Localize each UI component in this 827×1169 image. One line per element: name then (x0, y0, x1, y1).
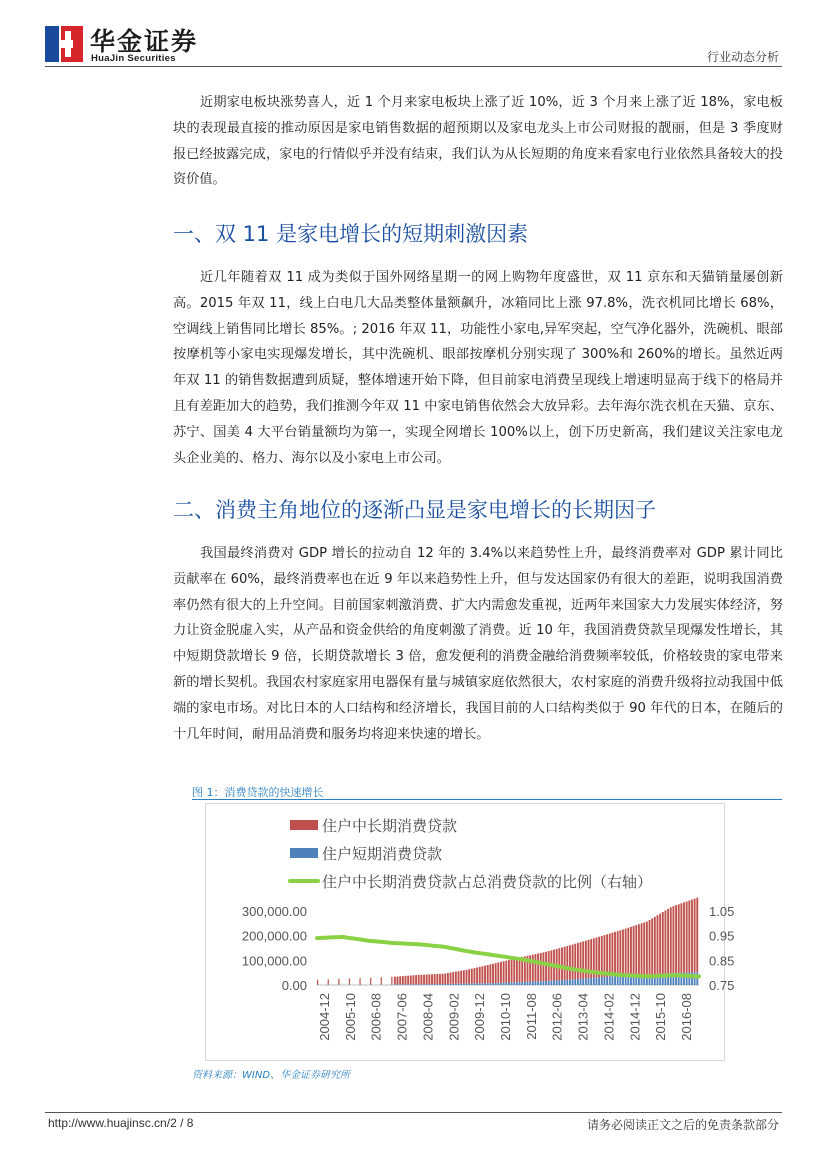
bar-short-term (561, 980, 563, 985)
bar-long-term (479, 967, 481, 983)
footer-divider (45, 1112, 782, 1113)
bar-long-term (617, 931, 619, 976)
bar-short-term (370, 984, 371, 985)
section-1-paragraph: 近几年随着双 11 成为类似于国外网络星期一的网上购物年度盛世，双 11 京东和天猫销量屡创新高。2015 年双 11，线上白电几大品类整体量额飙升，冰箱同比上涨 97.8%，洗衣机同比增长 68%，空调线上销售同比增长 85%。; 2016 年双 11，功能性小家电,异军突起，空气净化器外，洗碗机、眼部按摩机等小家电实现爆发增长，其中洗碗机、眼部按摩机分别实现了 300%和 260%的增长。虽然近两年双 11 的销售数据遭到质疑，整体增速开始下降，但目前家电消费呈现线上增速明显高于线下的格局并且有差距加大的趋势，我们推测今年双 11 中家电销售依然会大放异彩。去年海尔洗衣机在天猫、京东、苏宁、国美 4 大平台销量额均为第一，实现全网增长 100%以上，创下历史新高，我们建议关注家电龙头企业美的、格力、海尔以及小家电上市公司。 (173, 270, 783, 466)
bar-short-term (317, 985, 318, 986)
bar-short-term (609, 977, 611, 985)
bar-short-term (556, 980, 558, 985)
bar-long-term (370, 978, 371, 985)
bar-short-term (580, 979, 582, 985)
bar-long-term (532, 955, 534, 982)
bar-long-term (625, 929, 627, 976)
bar-short-term (442, 984, 444, 985)
bar-short-term (611, 976, 613, 985)
x-tick-label: 2011-08 (523, 993, 539, 1040)
bar-short-term (450, 984, 452, 985)
bar-long-term (426, 975, 428, 985)
bar-short-term (410, 984, 412, 985)
bar-long-term (410, 975, 412, 984)
x-tick-label: 2008-04 (420, 993, 436, 1041)
bar-short-term (402, 984, 404, 985)
bar-short-term (537, 981, 539, 985)
bar-short-term (463, 984, 465, 985)
bar-long-term (630, 927, 632, 975)
bar-short-term (489, 983, 491, 985)
bar-long-term (508, 960, 510, 982)
bar-long-term (359, 978, 360, 984)
bar-long-term (537, 954, 539, 982)
bar-short-term (439, 984, 441, 985)
x-tick-label: 2015-10 (653, 993, 669, 1041)
bar-short-term (444, 984, 446, 985)
bar-long-term (439, 974, 441, 984)
bar-long-term (349, 978, 350, 984)
bar-long-term (619, 930, 621, 975)
y-right-tick-label: 1.05 (709, 904, 735, 919)
bar-short-term (617, 976, 619, 985)
bar-short-term (535, 981, 537, 985)
bar-long-term (582, 941, 584, 978)
bar-short-term (434, 984, 436, 985)
bar-long-term (519, 958, 521, 983)
bar-long-term (659, 914, 661, 974)
bar-long-term (542, 952, 544, 981)
bar-short-term (500, 983, 502, 985)
bar-long-term (405, 976, 407, 984)
consumer-loan-chart (205, 803, 735, 1061)
bar-long-term (609, 934, 611, 977)
bar-long-term (680, 903, 682, 973)
bar-long-term (500, 962, 502, 983)
bar-short-term (476, 983, 478, 985)
bar-long-term (569, 945, 571, 979)
bar-short-term (455, 984, 457, 985)
bar-short-term (328, 985, 329, 986)
bar-long-term (646, 922, 648, 975)
x-tick-label: 2004-12 (317, 993, 332, 1041)
x-tick-label: 2010-10 (498, 993, 513, 1041)
bar-long-term (561, 947, 563, 980)
bar-short-term (519, 982, 521, 985)
bar-long-term (407, 976, 409, 985)
bar-short-term (431, 984, 433, 985)
bar-short-term (428, 984, 430, 985)
bar-long-term (391, 977, 392, 985)
x-tick-label: 2009-02 (446, 993, 462, 1041)
bar-long-term (688, 900, 690, 972)
y-left-tick-label: 200,000.00 (241, 928, 307, 944)
x-tick-label: 2013-04 (575, 993, 591, 1041)
bar-short-term (564, 980, 566, 985)
bar-short-term (513, 982, 515, 985)
bar-long-term (420, 975, 422, 984)
bar-long-term (487, 965, 489, 983)
bar-short-term (545, 981, 547, 985)
x-tick-label: 2006-08 (368, 993, 384, 1041)
bar-short-term (426, 984, 428, 985)
bar-long-term (670, 907, 672, 973)
bar-short-term (481, 983, 483, 985)
bar-short-term (532, 982, 534, 985)
figure-source: 资料来源：WIND、华金证券研究所 (192, 1070, 351, 1081)
bar-short-term (548, 981, 550, 985)
bar-long-term (672, 906, 674, 973)
bar-short-term (484, 983, 486, 985)
bar-long-term (481, 966, 483, 983)
bar-long-term (418, 975, 420, 984)
bar-long-term (452, 972, 454, 984)
bar-long-term (328, 979, 329, 984)
bar-short-term (466, 984, 468, 985)
bar-long-term (381, 977, 382, 984)
bar-long-term (503, 961, 505, 982)
bar-long-term (611, 933, 613, 977)
bar-short-term (423, 984, 425, 985)
footer-url[interactable]: http://www.huajinsc.cn/ (48, 1116, 171, 1130)
bar-long-term (489, 964, 491, 983)
bar-long-term (458, 971, 460, 984)
bar-short-term (593, 978, 595, 985)
bar-long-term (468, 969, 470, 983)
bar-short-term (572, 979, 574, 985)
bar-long-term (463, 970, 465, 983)
bar-long-term (540, 953, 542, 981)
bar-long-term (450, 973, 452, 984)
bar-short-term (359, 985, 360, 986)
legend-label-2: 住户中长期消费贷款占总消费贷款的比例（右轴） (322, 873, 653, 891)
bar-long-term (423, 975, 425, 985)
bar-long-term (397, 976, 399, 984)
bar-long-term (627, 928, 629, 976)
bar-long-term (577, 943, 579, 979)
bar-long-term (694, 899, 696, 973)
bar-short-term (391, 984, 392, 985)
bar-long-term (662, 912, 664, 974)
bar-long-term (638, 924, 640, 975)
bar-long-term (497, 963, 499, 983)
bar-short-term (606, 977, 608, 985)
bar-short-term (497, 983, 499, 985)
bar-short-term (614, 976, 616, 985)
bar-long-term (696, 898, 698, 972)
x-tick-label: 2012-06 (549, 993, 565, 1041)
y-left-tick-label: 0.00 (281, 978, 307, 993)
bar-long-term (683, 902, 685, 972)
bar-long-term (572, 945, 574, 980)
bar-short-term (598, 977, 600, 985)
bar-short-term (590, 978, 592, 985)
bar-long-term (428, 974, 430, 984)
figure-title: 图 1：消费贷款的快速增长 (192, 786, 324, 799)
legend-label-1: 住户短期消费贷款 (322, 845, 443, 863)
footer-disclaimer: 请务必阅读正文之后的免责条款部分 (586, 1118, 779, 1132)
bar-short-term (601, 977, 603, 985)
bar-short-term (505, 983, 507, 985)
bar-long-term (601, 936, 603, 977)
bar-long-term (558, 948, 560, 980)
bar-long-term (492, 964, 494, 983)
bar-long-term (436, 974, 438, 984)
bar-short-term (596, 978, 598, 985)
bar-long-term (402, 976, 404, 984)
bar-short-term (577, 979, 579, 985)
bar-short-term (460, 984, 462, 985)
bar-short-term (381, 984, 382, 985)
bar-short-term (436, 984, 438, 985)
brand-name-cn: 华金证券 (90, 27, 199, 56)
bar-long-term (633, 926, 635, 975)
bar-short-term (397, 984, 399, 985)
y-left-tick-label: 300,000.00 (241, 904, 307, 919)
legend-swatch-1 (290, 848, 318, 858)
bar-short-term (553, 981, 555, 985)
bar-long-term (511, 959, 513, 982)
bar-long-term (643, 922, 645, 974)
bar-short-term (447, 984, 449, 985)
bar-long-term (675, 905, 677, 973)
header-divider (45, 66, 782, 67)
bar-short-term (521, 982, 523, 985)
bar-long-term (654, 917, 656, 974)
bar-short-term (550, 981, 552, 985)
bar-short-term (349, 985, 350, 986)
bar-long-term (505, 961, 507, 983)
bar-long-term (434, 974, 436, 984)
bar-short-term (338, 985, 339, 986)
bar-long-term (580, 942, 582, 979)
bar-short-term (511, 982, 513, 985)
bar-short-term (524, 982, 526, 985)
bar-long-term (399, 976, 401, 984)
bar-long-term (484, 966, 486, 984)
bar-long-term (641, 923, 643, 975)
bar-short-term (418, 984, 420, 985)
footer-url-page (48, 1116, 193, 1130)
bar-long-term (471, 969, 473, 984)
bar-short-term (458, 984, 460, 985)
bar-short-term (582, 979, 584, 985)
bar-long-term (413, 975, 415, 984)
bar-short-term (696, 972, 698, 985)
y-right-tick-label: 0.85 (709, 953, 735, 969)
bar-short-term (516, 982, 518, 985)
bar-short-term (574, 979, 576, 985)
bar-long-term (649, 920, 651, 975)
section-2-paragraph: 我国最终消费对 GDP 增长的拉动自 12 年的 3.4%以来趋势性上升，最终消费率对 GDP 累计同比贡献率在 60%，最终消费率也在近 9 年以来趋势性上升，但与发达国家仍有很大的差距，说明我国消费率仍然有很大的上升空间。目前国家刺激消费、扩大内需愈发重视，近两年来国家大力发展实体经济，努力让资金脱虚入实，从产品和资金供给的角度刺激了消费。近 10 年，我国消费贷款呈现爆发性增长，其中短期贷款增长 9 倍，长期贷款增长 3 倍，愈发便利的消费金融给消费频率较低，价格较贵的家电带来新的增长契机。我国农村家庭家用电器保有量与城镇家庭依然很大，农村家庭的消费升级将拉动我国中低端的家电市场。对比日本的人口结构和经济增长，我国目前的人口结构类似于 90 年代的日本，在随后的十几年时间，耐用品消费和服务均将迎来快速的增长。 (173, 546, 783, 742)
bar-short-term (604, 977, 606, 985)
figure-divider (192, 799, 782, 800)
legend-swatch-0 (290, 820, 318, 830)
bar-short-term (407, 984, 409, 985)
bar-long-term (460, 971, 462, 984)
bar-short-term (569, 980, 571, 985)
brand-name-en: HuaJin Securities (91, 53, 176, 64)
legend-label-0: 住户中长期消费贷款 (322, 817, 458, 835)
bar-short-term (420, 984, 422, 985)
bar-long-term (466, 970, 468, 984)
bar-short-term (415, 984, 417, 985)
bar-short-term (394, 984, 396, 985)
bar-long-term (635, 925, 637, 975)
bar-long-term (564, 947, 566, 980)
bar-long-term (394, 977, 396, 985)
bar-long-term (415, 975, 417, 984)
bar-short-term (405, 984, 407, 985)
bar-short-term (399, 984, 401, 985)
bar-long-term (566, 946, 568, 980)
bar-short-term (474, 983, 476, 985)
bar-long-term (447, 973, 449, 984)
bar-long-term (614, 932, 616, 976)
bar-short-term (588, 978, 590, 985)
bar-long-term (606, 934, 608, 976)
bar-long-term (535, 954, 537, 981)
bar-long-term (476, 967, 478, 983)
bar-short-term (492, 983, 494, 985)
bar-long-term (442, 974, 444, 984)
bar-long-term (474, 968, 476, 983)
bar-short-term (566, 980, 568, 985)
bar-long-term (444, 974, 446, 985)
x-tick-label: 2007-06 (394, 993, 410, 1041)
bar-short-term (558, 980, 560, 985)
bar-long-term (665, 910, 667, 973)
bar-short-term (413, 984, 415, 985)
bar-short-term (487, 983, 489, 985)
bar-long-term (513, 959, 515, 982)
intro-paragraph: 近期家电板块涨势喜人，近 1 个月来家电板块上涨了近 10%，近 3 个月来上涨了近 18%，家电板块的表现最直接的推动原因是家电销售数据的超预期以及家电龙头上市公司财报的靓丽，但是 3 季度财报已经披露完成，家电的行情似乎并没有结束，我们认为从长短期的角度来看家电行业依然具备较大的投资价值。 (173, 95, 783, 188)
bar-long-term (657, 915, 659, 974)
bar-long-term (431, 974, 433, 984)
y-right-tick-label: 0.95 (709, 928, 735, 944)
bar-long-term (574, 944, 576, 979)
bar-short-term (508, 982, 510, 985)
report-type-label: 行业动态分析 (706, 50, 779, 64)
huajin-logo-icon (45, 26, 83, 62)
bar-long-term (667, 909, 669, 974)
bar-long-term (495, 963, 497, 983)
x-tick-label: 2016-08 (679, 993, 694, 1041)
bar-short-term (542, 981, 544, 985)
y-left-tick-label: 100,000.00 (241, 953, 307, 969)
bar-long-term (516, 958, 518, 982)
bar-long-term (455, 972, 457, 984)
bar-short-term (585, 978, 587, 985)
bar-long-term (604, 935, 606, 977)
bar-long-term (691, 900, 693, 973)
x-tick-label: 2014-02 (601, 993, 617, 1041)
x-tick-label: 2005-10 (342, 993, 358, 1041)
bar-long-term (686, 901, 688, 972)
bar-long-term (622, 929, 624, 975)
x-tick-label: 2009-12 (472, 993, 488, 1041)
bar-short-term (540, 981, 542, 985)
bar-short-term (495, 983, 497, 985)
x-tick-label: 2014-12 (627, 993, 643, 1041)
y-right-tick-label: 0.75 (709, 978, 735, 993)
bar-short-term (471, 983, 473, 985)
bar-long-term (317, 980, 318, 985)
bar-short-term (503, 983, 505, 985)
bar-short-term (468, 984, 470, 985)
bar-long-term (338, 979, 339, 985)
footer-page-number: 2 / 8 (170, 1116, 194, 1130)
bar-short-term (619, 976, 621, 985)
bar-short-term (452, 984, 454, 985)
bar-long-term (678, 904, 680, 973)
section-1-heading: 一、双 11 是家电增长的短期刺激因素 (173, 222, 529, 246)
bar-long-term (651, 918, 653, 974)
section-2-heading: 二、消费主角地位的逐渐凸显是家电增长的长期因子 (173, 498, 656, 522)
bar-long-term (545, 952, 547, 981)
bar-short-term (527, 982, 529, 985)
bar-short-term (479, 983, 481, 985)
bar-short-term (529, 982, 531, 985)
